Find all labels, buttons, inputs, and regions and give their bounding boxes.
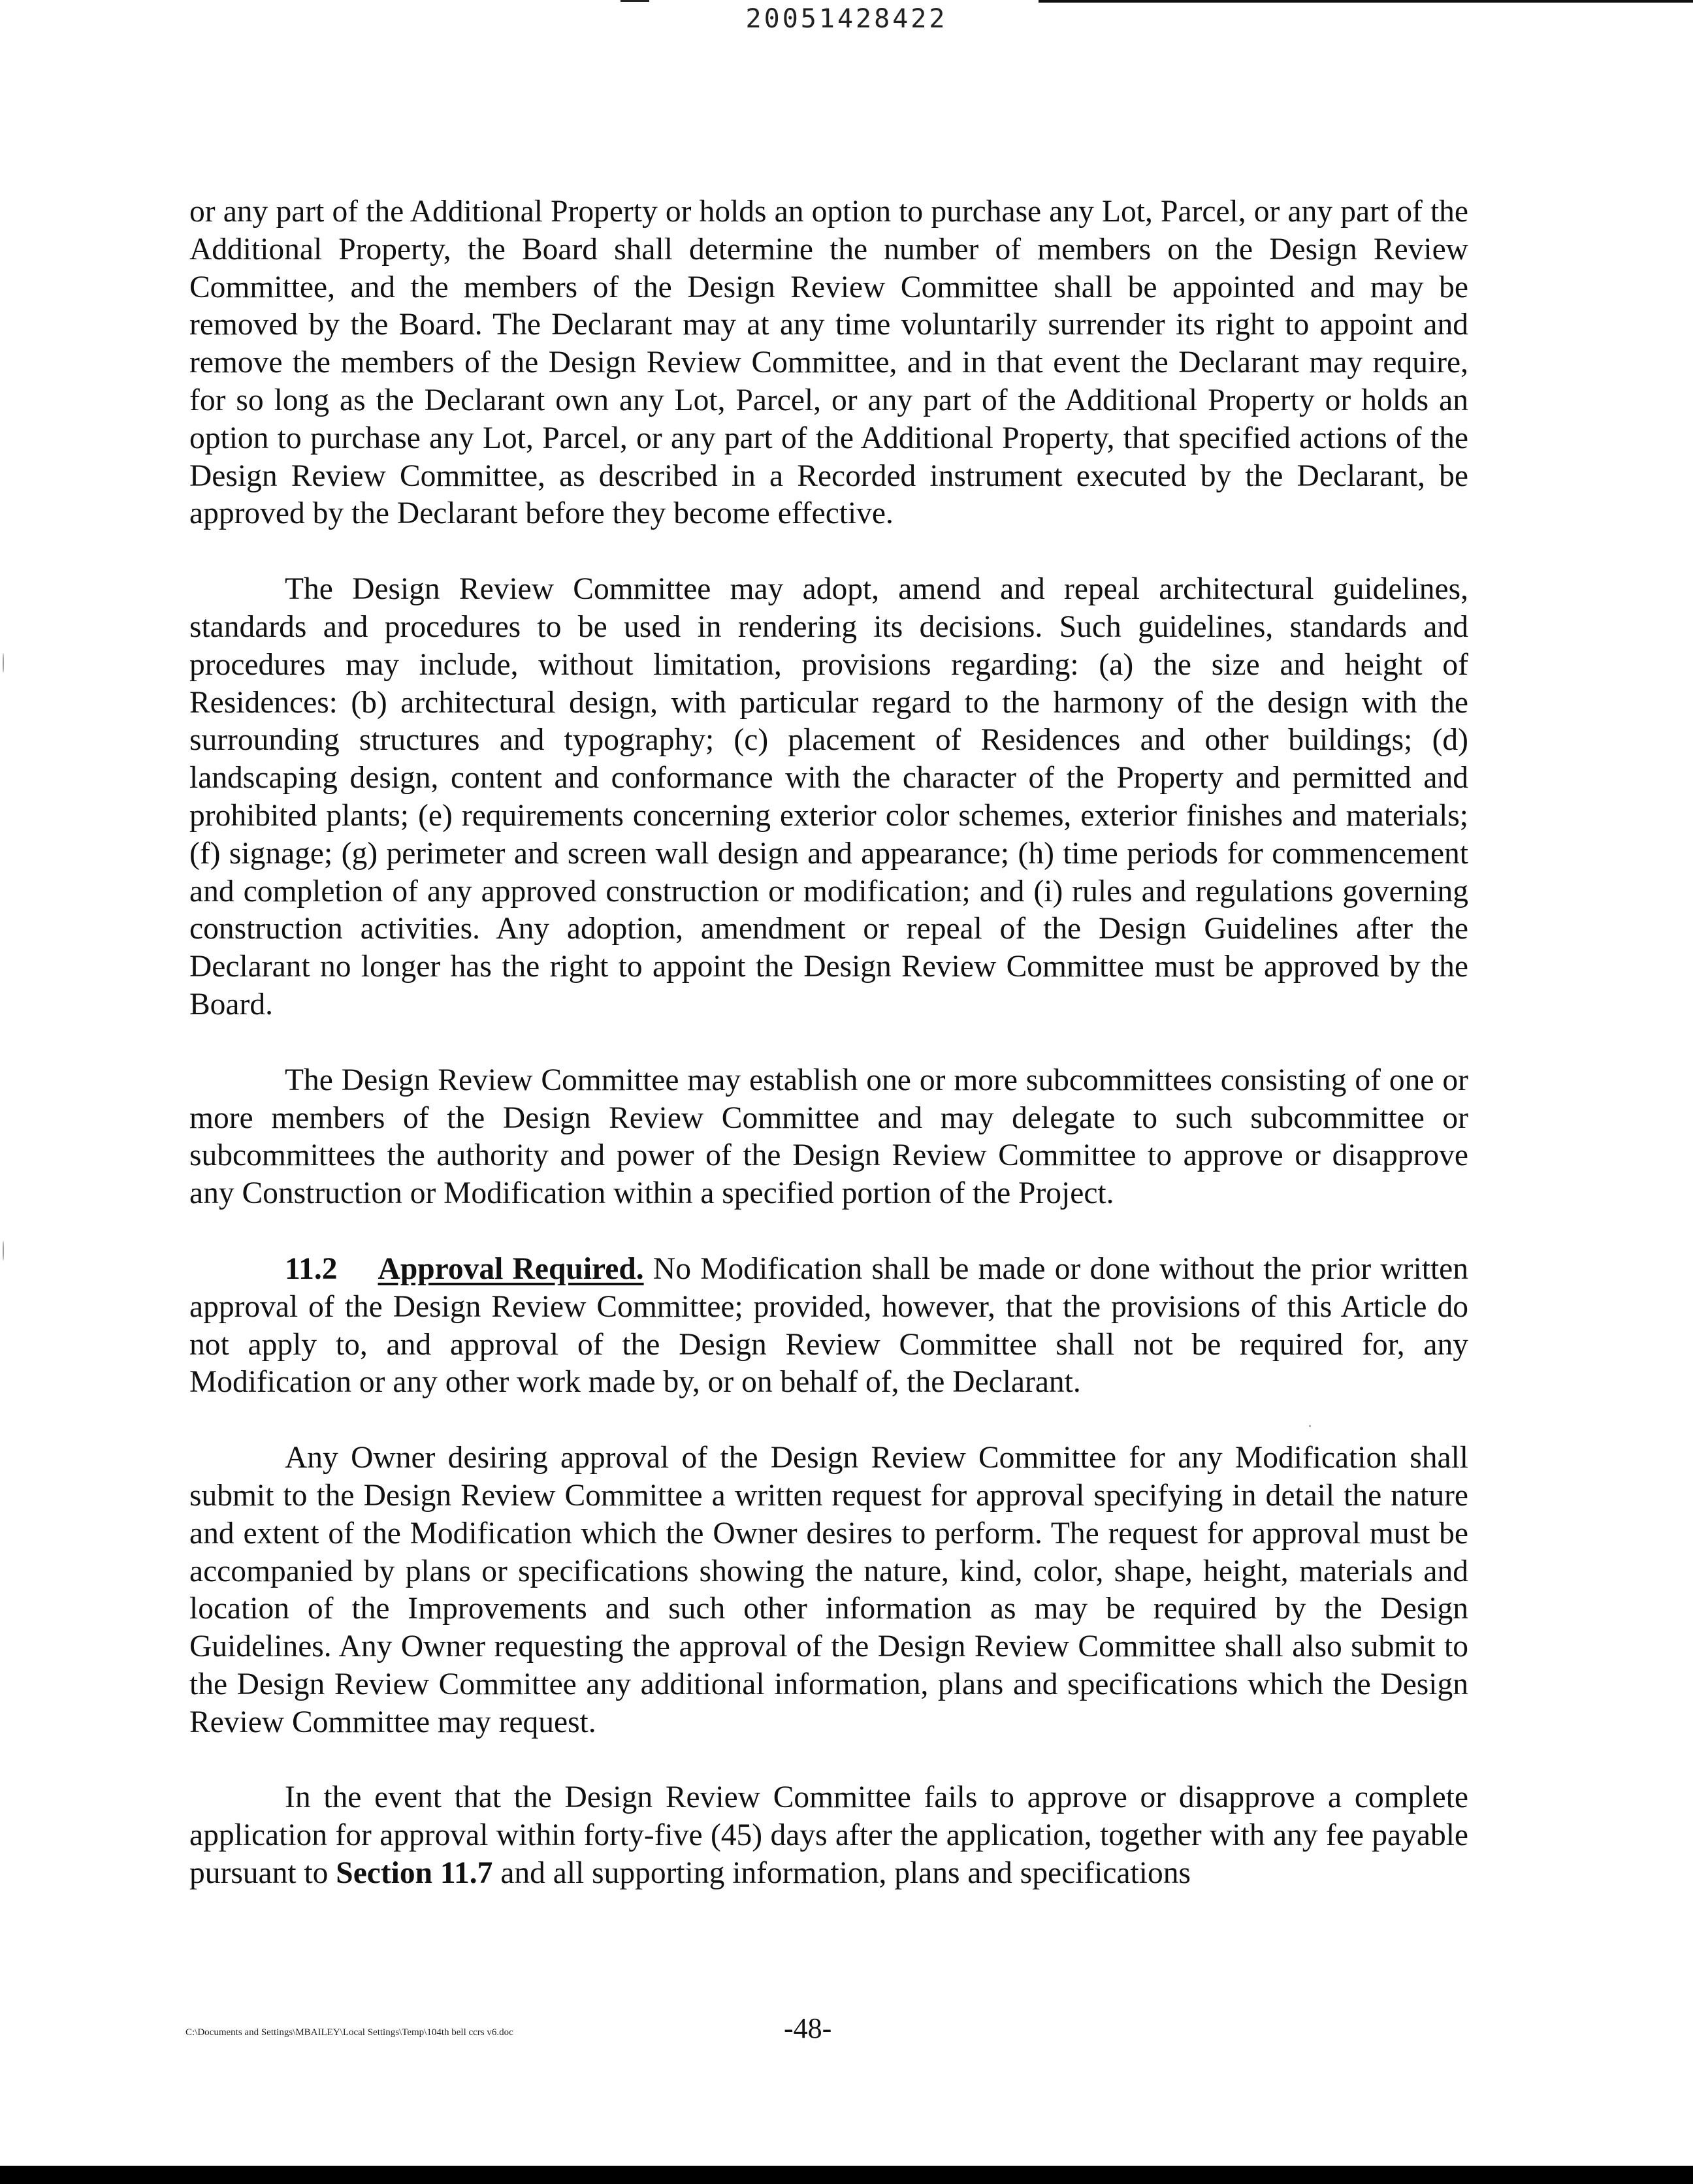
paragraph-failure-to-approve <box>189 1779 1468 1892</box>
page-number: -48- <box>784 2012 832 2044</box>
paragraph-design-guidelines: The Design Review Committee may adopt, amend and repeal architectural guidelines, standards and procedures to be used in rendering its decisions. Such guidelines, standards and procedures may include, without limitation, provisions regarding: (a) the size and height of Residences: (b) architectural design, with particular regard to the harmony of the design with the surrounding structures and typography; (c) placement of Residences and other buildings; (d) landscaping design, content and conformance with the character of the Property and permitted and prohibited plants; (e) requirements concerning exterior color schemes, exterior finishes and materials; (f) signage; (g) perimeter and screen wall design and appearance; (h) time periods for commencement and completion of any approved construction or modification; and (i) rules and regulations governing construction activities. Any adoption, amendment or repeal of the Design Guidelines after the Declarant no longer has the right to appoint the Design Review Committee must be approved by the Board. <box>189 572 1468 1021</box>
paragraph-text-after-ref: and all supporting information, plans and specifications <box>492 1856 1191 1891</box>
section-11-2-approval-required <box>189 1251 1468 1402</box>
section-title: Approval Required. <box>378 1251 644 1286</box>
footer-file-path: C:\Documents and Settings\MBAILEY\Local Settings\Temp\104th bell ccrs v6.doc <box>185 2027 513 2038</box>
document-body <box>189 193 1468 1931</box>
section-text: No Modification shall be made or done without the prior written approval of the Design Review Committee; provided, however, that the provisions of this Article do not apply to, and approval of the Design Review Committee shall not be required for, any Modification or any other work made by, or on behalf of, the Declarant. <box>189 1251 1469 1400</box>
scan-edge-mark-top-left <box>621 0 649 2</box>
paragraph-subcommittees: The Design Review Committee may establish one or more subcommittees consisting of one or more members of the Design Review Committee and may delegate to such subcommittee or subcommittees the authority and power of the Design Review Committee to approve or disapprove any Construction or Modification within a specified portion of the Project. <box>189 1063 1468 1211</box>
scan-edge-mark-bottom <box>0 2166 1693 2184</box>
document-number: 20051428422 <box>745 4 948 34</box>
paragraph-design-committee-appointment: or any part of the Additional Property or holds an option to purchase any Lot, Parcel, or any part of the Additional Property, the Board shall determine the number of members on the Design Review Committee, and the members of the Design Review Committee shall be appointed and may be removed by the Board. The Declarant may at any time voluntarily surrender its right to appoint and remove the members of the Design Review Committee, and in that event the Declarant may require, for so long as the Declarant own any Lot, Parcel, or any part of the Additional Property or holds an option to purchase any Lot, Parcel, or any part of the Additional Property, that specified actions of the Design Review Committee, as described in a Recorded instrument executed by the Declarant, be approved by the Declarant before they become effective. <box>189 195 1468 531</box>
scan-speck <box>1309 1425 1311 1427</box>
section-reference: Section 11.7 <box>336 1856 493 1891</box>
scan-speck <box>3 1241 4 1261</box>
scan-speck <box>3 653 4 673</box>
section-number: 11.2 <box>285 1251 338 1286</box>
paragraph-owner-request: Any Owner desiring approval of the Design Review Committee for any Modification shall submit to the Design Review Committee a written request for approval specifying in detail the nature and extent of the Modification which the Owner desires to perform. The request for approval must be accompanied by plans or specifications showing the nature, kind, color, shape, height, materials and location of the Improvements and such other information as may be required by the Design Guidelines. Any Owner requesting the approval of the Design Review Committee shall also submit to the Design Review Committee any additional information, plans and specifications which the Design Review Committee may request. <box>189 1441 1468 1739</box>
paragraph-text-before-ref: In the event that the Design Review Committee fails to approve or disapprove a complete application for approval within forty-five (45) days after the application, together with any fee payable pursuant to <box>189 1780 1468 1891</box>
scan-edge-mark-top-right <box>1039 0 1693 3</box>
